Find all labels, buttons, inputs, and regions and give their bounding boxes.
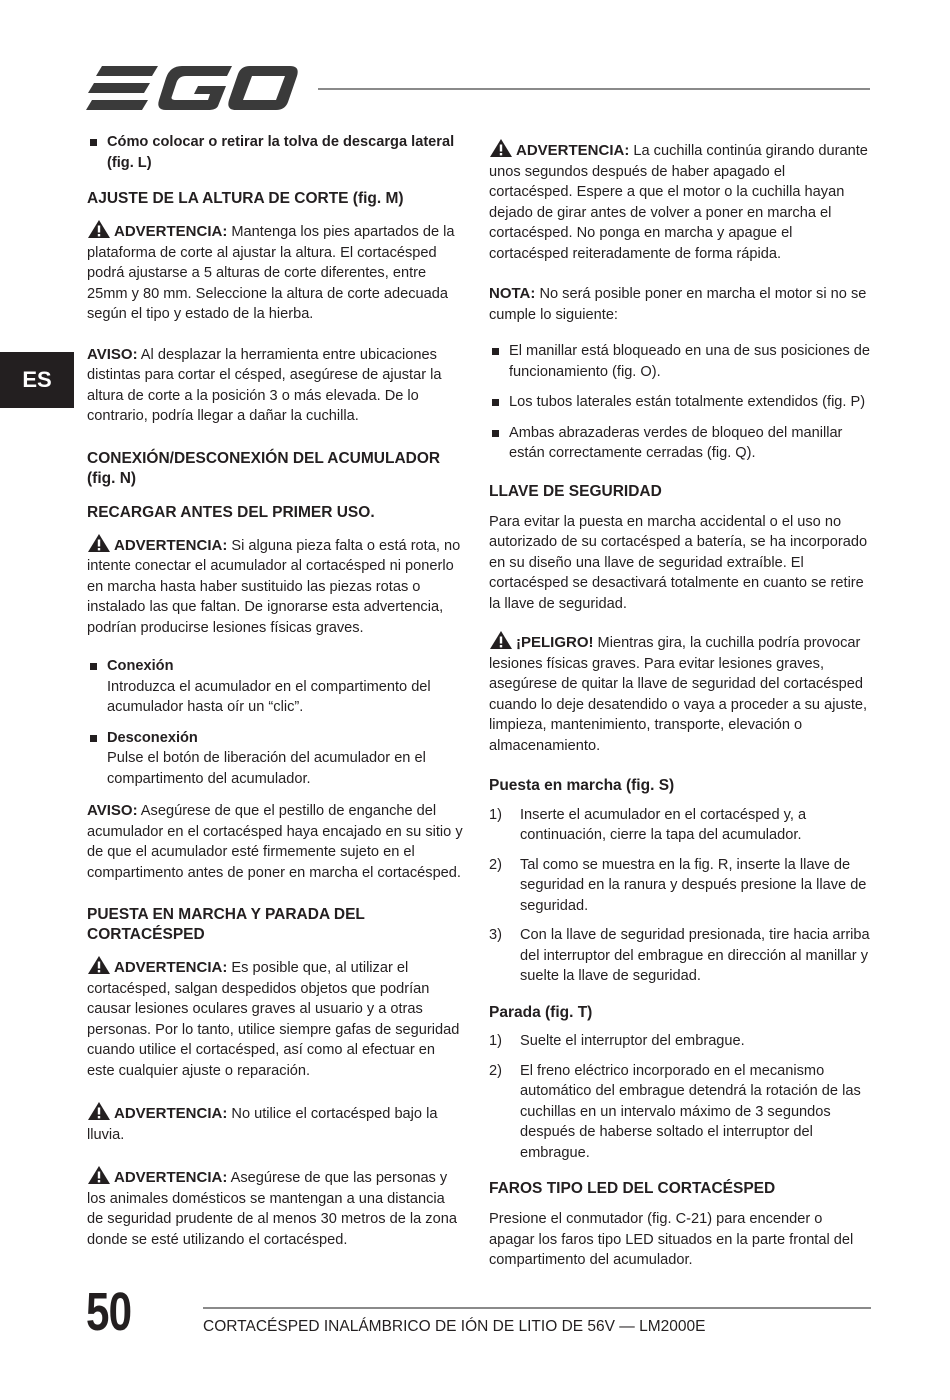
language-tab-label: ES xyxy=(22,367,52,392)
warning-paragraph xyxy=(87,955,465,1081)
notice-label: AVISO: xyxy=(87,345,138,363)
start-stop-heading: PUESTA EN MARCHA Y PARADA DEL CORTACÉSPED xyxy=(87,906,365,943)
danger-label: ¡PELIGRO! xyxy=(516,634,594,651)
step-text: El freno eléctrico incorporado en el mecanismo automático del embrague detendrá la rotación de las cuchillas en un intervalo máximo de 3 segundos después de haberse soltado el interruptor del embrague. xyxy=(520,1062,861,1161)
step-number: 2) xyxy=(489,856,502,873)
top-bullet-list xyxy=(87,132,465,173)
list-item: Ambas abrazaderas verdes de bloqueo del manillar están correctamente cerradas (fig. Q). xyxy=(489,423,871,464)
warning-triangle-icon xyxy=(87,533,111,553)
danger-paragraph xyxy=(489,630,871,756)
list-item xyxy=(489,925,871,987)
warning-label: ADVERTENCIA: xyxy=(114,959,228,976)
cut-height-heading: AJUSTE DE LA ALTURA DE CORTE (fig. M) xyxy=(87,190,404,207)
list-item xyxy=(87,656,465,718)
warning-paragraph xyxy=(87,219,465,325)
warning-label: ADVERTENCIA: xyxy=(114,1169,228,1186)
warning-paragraph xyxy=(87,1101,465,1145)
notice-label: AVISO: xyxy=(87,802,138,819)
warning-paragraph xyxy=(489,138,871,264)
list-item: Cómo colocar o retirar la tolva de descarga lateral (fig. L) xyxy=(87,132,465,173)
warning-triangle-icon xyxy=(87,955,111,975)
step-number: 3) xyxy=(489,927,502,943)
warning-paragraph xyxy=(87,1165,465,1250)
warning-text: No utilice el cortacésped bajo la lluvia. xyxy=(87,1106,438,1143)
disconnect-text: Pulse el botón de liberación del acumulador en el compartimento del acumulador. xyxy=(107,750,426,787)
warning-text: Asegúrese de que las personas y los animales domésticos se mantengan a una distancia de seguridad prudente de al menos 30 metros de la zona donde se esté utilizando el cortacésped. xyxy=(87,1170,457,1248)
step-text: Con la llave de seguridad presionada, tire hacia arriba del interruptor del embrague en dirección al manillar y suelte la llave de seguridad. xyxy=(520,927,870,984)
stop-steps-list xyxy=(489,1031,871,1163)
footer-title: CORTACÉSPED INALÁMBRICO DE IÓN DE LITIO DE 56V — LM2000E xyxy=(203,1318,706,1335)
list-item xyxy=(489,1031,871,1052)
list-item xyxy=(87,728,465,790)
conditions-list xyxy=(489,341,871,464)
warning-triangle-icon xyxy=(87,1101,111,1121)
start-steps-list xyxy=(489,805,871,987)
warning-paragraph xyxy=(87,533,465,639)
warning-triangle-icon xyxy=(489,138,513,158)
warning-text: Es posible que, al utilizar el cortacésped, salgan despedidos objetos que podrían causar lesiones oculares graves al usuario y a otras personas. Por lo tanto, utilice siempre gafas de seguridad cuando utilice el cortacésped, así como al efectuar en este cualquier ajuste o reparación. xyxy=(87,960,460,1079)
connect-text: Introduzca el acumulador en el compartimento del acumulador hasta oír un “clic”. xyxy=(107,678,431,715)
start-heading: Puesta en marcha (fig. S) xyxy=(489,777,675,794)
step-text: Suelte el interruptor del embrague. xyxy=(520,1033,745,1049)
battery-steps-list xyxy=(87,656,465,789)
left-column xyxy=(87,132,465,1263)
warning-label: ADVERTENCIA: xyxy=(114,536,228,554)
step-number: 2) xyxy=(489,1062,502,1079)
warning-text: La cuchilla continúa girando durante unos segundos después de haber apagado el cortacésped. Espere a que el motor o la cuchilla hayan dejado de girar antes de volver a poner en marcha el cortacésped. No ponga en marcha y apague el cortacésped reiteradamente de forma rápida. xyxy=(489,143,868,262)
warning-triangle-icon xyxy=(489,630,513,650)
warning-text: Si alguna pieza falta o está rota, no intente conectar el acumulador al cortacésped ni ponerlo en marcha hasta haber sustituido las piezas rotas o instalado las que faltan. De ignorarse esta advertencia, podrían producirse lesiones físicas graves. xyxy=(87,537,461,636)
led-text: Presione el conmutador (fig. C-21) para encender o apagar los faros tipo LED situados en la parte frontal del compartimento del acumulador. xyxy=(489,1211,854,1268)
safety-key-text: Para evitar la puesta en marcha accidental o el uso no autorizado de su cortacésped a batería, se ha incorporado en su diseño una llave de seguridad extraíble. El cortacésped se desactivará totalmente en cuanto se retire la llave de seguridad. xyxy=(489,513,868,612)
list-item: Los tubos laterales están totalmente extendidos (fig. P) xyxy=(489,392,871,413)
warning-triangle-icon xyxy=(87,1165,111,1185)
footer-rule xyxy=(203,1307,871,1309)
list-item xyxy=(489,855,871,917)
notice-paragraph xyxy=(87,801,465,883)
header-rule xyxy=(318,88,870,90)
led-heading: FAROS TIPO LED DEL CORTACÉSPED xyxy=(489,1180,776,1197)
warning-label: ADVERTENCIA: xyxy=(114,1105,228,1122)
notice-text: Asegúrese de que el pestillo de enganche del acumulador en el cortacésped haya encajado en su sitio y de que el acumulador esté firmemente sujeto en el compartimento antes de poner en marcha el cortacésped. xyxy=(87,803,463,881)
connect-title: Conexión xyxy=(107,658,174,674)
step-number: 1) xyxy=(489,806,502,823)
stop-heading: Parada (fig. T) xyxy=(489,1003,593,1021)
notice-text: Al desplazar la herramienta entre ubicaciones distintas para cortar el césped, asegúrese de ajustar la altura de corte a la posición 3 o más elevada. De lo contrario, podría llegar a dañar la cuchilla. xyxy=(87,346,442,424)
list-item xyxy=(489,805,871,846)
language-tab xyxy=(0,352,74,408)
right-column xyxy=(489,138,871,1284)
warning-label: ADVERTENCIA: xyxy=(114,223,228,240)
danger-text: Mientras gira, la cuchilla podría provocar lesiones físicas graves. Para evitar lesiones graves, asegúrese de quitar la llave de seguridad del cortacésped cuando lo deje desatendido o vaya a proceder a su ajuste, limpieza, mantenimiento, transporte, elevación o almacenamiento. xyxy=(489,635,868,754)
note-text: No será posible poner en marcha el motor si no se cumple lo siguiente: xyxy=(489,286,867,323)
page-number: 50 xyxy=(86,1282,132,1342)
battery-heading: CONEXIÓN/DESCONEXIÓN DEL ACUMULADOR (fig. N) xyxy=(87,449,441,487)
step-text: Inserte el acumulador en el cortacésped y, a continuación, cierre la tapa del acumulador. xyxy=(520,806,807,843)
list-item xyxy=(489,1061,871,1164)
notice-paragraph xyxy=(87,345,465,427)
note-paragraph xyxy=(489,284,871,325)
disconnect-title: Desconexión xyxy=(107,729,198,746)
step-text: Tal como se muestra en la fig. R, inserte la llave de seguridad en la ranura y después presione la llave de seguridad. xyxy=(520,856,867,914)
warning-label: ADVERTENCIA: xyxy=(516,142,630,159)
warning-triangle-icon xyxy=(87,219,111,239)
warning-text: Mantenga los pies apartados de la plataforma de corte al ajustar la altura. El cortacésped podrá ajustarse a 5 alturas de corte diferentes, entre 25mm y 80 mm. Seleccione la altura de corte adecuada según el tipo y estado de la hierba. xyxy=(87,224,455,322)
recharge-heading: RECARGAR ANTES DEL PRIMER USO. xyxy=(87,503,375,521)
list-item: El manillar está bloqueado en una de sus posiciones de funcionamiento (fig. O). xyxy=(489,341,871,382)
step-number: 1) xyxy=(489,1033,502,1049)
ego-logo xyxy=(86,62,298,114)
note-label: NOTA: xyxy=(489,285,536,302)
safety-key-heading: LLAVE DE SEGURIDAD xyxy=(489,482,662,500)
